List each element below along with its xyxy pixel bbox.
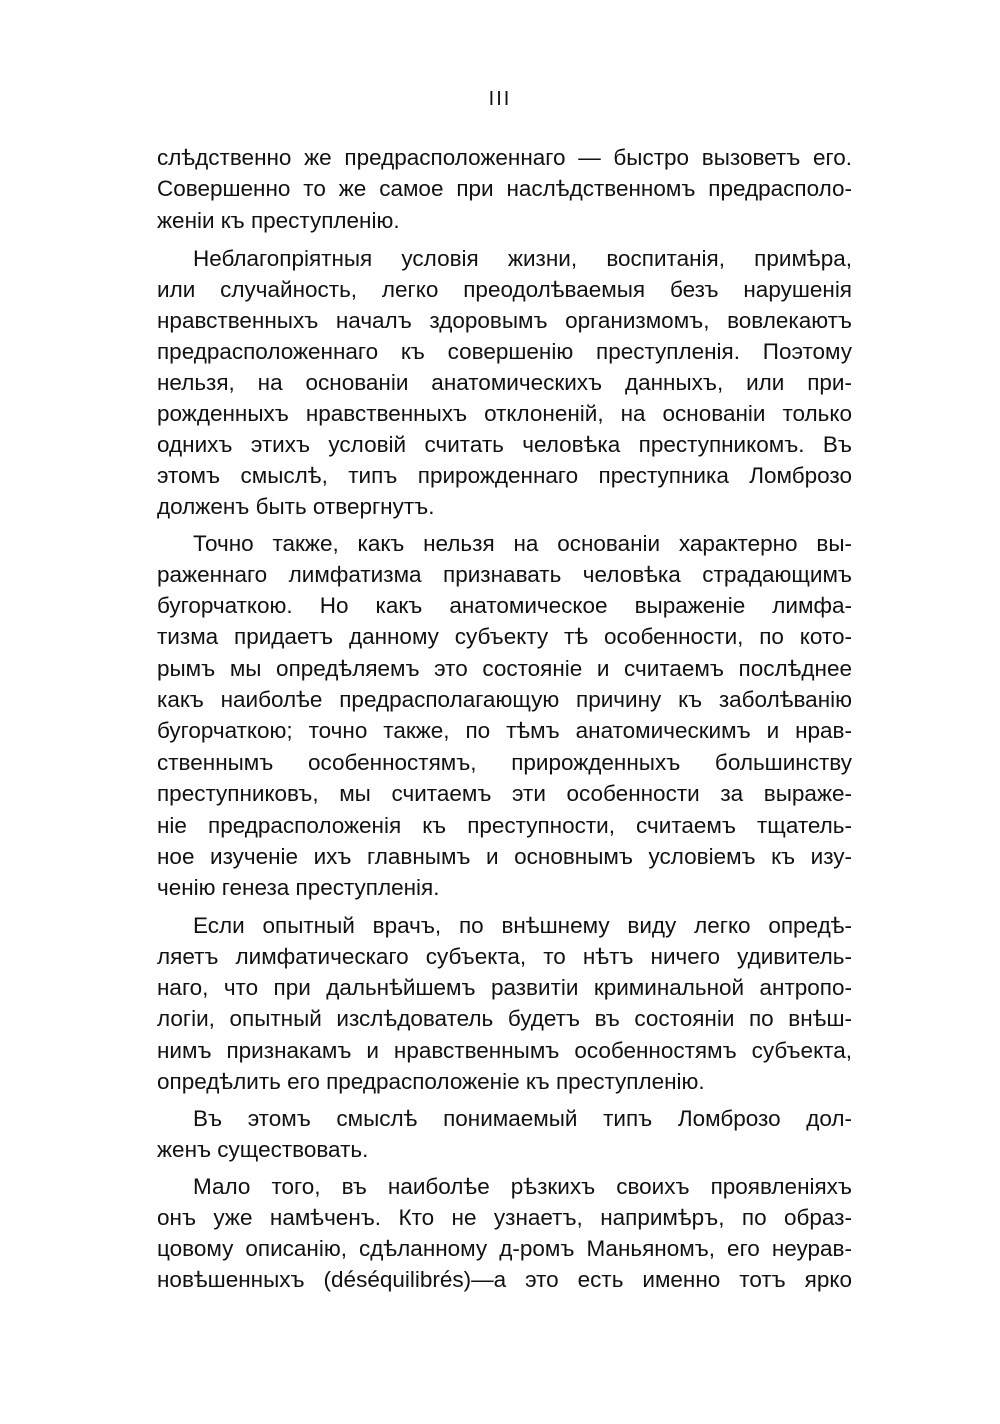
text-line: новѣшенныхъ (déséquilibrés)—а это есть именно тотъ ярко (157, 1267, 852, 1292)
text-line: бугорчаткою; точно также, по тѣмъ анатомическимъ и нрав- (157, 718, 852, 743)
text-line: рымъ мы опредѣляемъ это состояніе и считаемъ послѣднее (157, 656, 852, 681)
text-line: Неблагопріятныя условія жизни, воспитанія, примѣра, (193, 246, 852, 271)
text-line: ченію генеза преступленія. (157, 875, 440, 900)
text-line: цовому описанію, сдѣланному д-ромъ Маньяномъ, его неурав- (157, 1236, 852, 1261)
text-line: какъ наиболѣе предрасполагающую причину къ заболѣванію (157, 687, 852, 712)
text-line: раженнаго лимфатизма признавать человѣка страдающимъ (157, 562, 852, 587)
text-line: этомъ смыслѣ, типъ прирожденнаго преступника Ломброзо (157, 463, 852, 488)
text-line: нимъ признакамъ и нравственнымъ особенностямъ субъекта, (157, 1038, 852, 1063)
text-line: бугорчаткою. Но какъ анатомическое выраженіе лимфа- (157, 593, 852, 618)
text-line: слѣдственно же предрасположеннаго — быстро вызоветъ его. (157, 145, 852, 170)
text-line: преступниковъ, мы считаемъ эти особенности за выраже- (157, 781, 852, 806)
text-line: Въ этомъ смыслѣ понимаемый типъ Ломброзо дол- (193, 1106, 852, 1131)
text-line: женъ существовать. (157, 1137, 369, 1162)
text-line: однихъ этихъ условій считать человѣка преступникомъ. Въ (157, 432, 852, 457)
text-line: рожденныхъ нравственныхъ отклоненій, на основаніи только (157, 401, 852, 426)
text-line: наго, что при дальнѣйшемъ развитіи криминальной антропо- (157, 975, 852, 1000)
text-line: ляетъ лимфатическаго субъекта, то нѣтъ ничего удивитель- (157, 944, 852, 969)
page-number: III (488, 88, 512, 110)
text-line: тизма придаетъ данному субъекту тѣ особенности, по кото- (157, 624, 852, 649)
text-line: нравственныхъ началъ здоровымъ организмомъ, вовлекаютъ (157, 308, 852, 333)
text-line: женіи къ преступленію. (157, 208, 400, 233)
text-line: Совершенно то же самое при наслѣдственномъ предрасполо- (157, 176, 852, 201)
text-line: ственнымъ особенностямъ, прирожденныхъ большинству (157, 750, 852, 775)
text-line: ное изученіе ихъ главнымъ и основнымъ условіемъ къ изу- (157, 844, 852, 869)
text-line: логіи, опытный изслѣдователь будетъ въ состояніи по внѣш- (157, 1006, 852, 1031)
text-line: Мало того, въ наиболѣе рѣзкихъ своихъ проявленіяхъ (193, 1174, 852, 1199)
text-line: долженъ быть отвергнутъ. (157, 494, 435, 519)
text-line: ніе предрасположенія къ преступности, считаемъ тщатель- (157, 813, 852, 838)
text-line: Если опытный врачъ, по внѣшнему виду легко опредѣ- (193, 913, 852, 938)
text-line: опредѣлить его предрасположеніе къ преступленію. (157, 1069, 705, 1094)
text-line: Точно также, какъ нельзя на основаніи характерно вы- (193, 531, 852, 556)
text-line: онъ уже намѣченъ. Кто не узнаетъ, напримѣръ, по образ- (157, 1205, 852, 1230)
text-line: предрасположеннаго къ совершенію преступленія. Поэтому (157, 339, 852, 364)
text-line: или случайность, легко преодолѣваемыя безъ нарушенія (157, 277, 852, 302)
text-line: нельзя, на основаніи анатомическихъ данныхъ, или при- (157, 370, 852, 395)
